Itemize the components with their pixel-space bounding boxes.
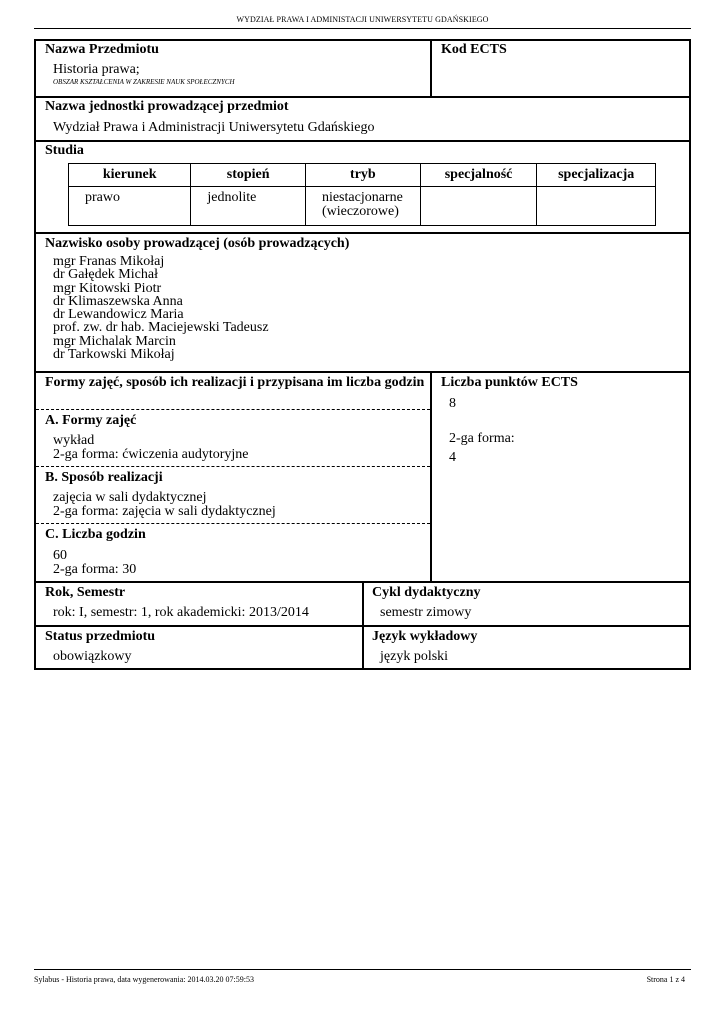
list-item: dr Klimaszewska Anna [53,293,183,309]
table-cell [537,187,656,226]
cycle-value: semestr zimowy [380,605,472,620]
table-cell [420,187,537,226]
table-cell: niestacjonarne (wieczorowe) [305,187,420,226]
forms-c-label: C. Liczba godzin [45,527,146,542]
ects-points-value: 8 [449,396,456,411]
studies-label: Studia [45,143,84,158]
divider [34,625,691,627]
course-area: OBSZAR KSZTAŁCENIA W ZAKRESIE NAUK SPOŁECZNYCH [53,78,235,86]
list-item: dr Tarkowski Mikołaj [53,347,175,363]
forms-a-section [45,413,425,461]
forms-c-line1: 60 [53,548,67,563]
language-section [372,629,682,663]
forms-c-section [45,527,425,576]
footer-rule [34,969,691,970]
list-item: mgr Kitowski Piotr [53,280,162,296]
divider [430,39,432,97]
forms-label: Formy zajęć, sposób ich realizacji i przypisana im liczba godzin [45,375,425,390]
unit-section [45,99,675,134]
page-number: Strona 1 z 4 [646,975,685,984]
table-cell: prawo [69,187,191,226]
ects-second-form-label: 2-ga forma: [449,431,515,446]
year-label: Rok, Semestr [45,585,126,600]
studies-section [45,143,84,159]
forms-b-section [45,470,425,518]
language-value: język polski [380,649,449,664]
list-item: dr Gałędek Michał [53,267,158,283]
studies-table [68,163,656,226]
course-name-label: Nazwa Przedmiotu [45,42,159,57]
unit-label: Nazwa jednostki prowadzącej przedmiot [45,99,289,114]
list-item: mgr Michalak Marcin [53,333,176,349]
column-header: specjalność [420,164,537,187]
footer-left: Sylabus - Historia prawa, data wygenerowania: 2014.03.20 07:59:53 [34,975,254,984]
year-section [45,585,355,619]
divider [36,409,430,410]
status-label: Status przedmiotu [45,629,156,644]
ects-points-label: Liczba punktów ECTS [441,375,578,390]
table-row [69,187,656,226]
cycle-section [372,585,682,619]
column-header: tryb [305,164,420,187]
column-header: stopień [191,164,306,187]
cycle-label: Cykl dydaktyczny [372,585,481,600]
document-header: WYDZIAŁ PRAWA I ADMINISTACJI UNIWERSYTETU GDAŃSKIEGO [236,15,489,24]
lecturers-section [45,236,675,361]
ects-code-section [441,42,507,58]
forms-b-line1: zajęcia w sali dydaktycznej [53,490,207,505]
table-header-row [69,164,656,187]
forms-a-line1: wykład [53,433,95,448]
forms-c-line2: 2-ga forma: 30 [53,562,137,577]
language-label: Język wykładowy [372,629,478,644]
forms-a-line2: 2-ga forma: ćwiczenia audytoryjne [53,447,249,462]
year-value: rok: I, semestr: 1, rok akademicki: 2013/2014 [53,605,309,620]
ects-code-label: Kod ECTS [441,42,507,57]
lecturers-list [53,255,675,361]
divider [34,140,691,142]
ects-second-form-value: 4 [449,450,456,465]
divider [34,371,691,373]
status-value: obowiązkowy [53,649,132,664]
column-header: specjalizacja [537,164,656,187]
lecturers-label: Nazwisko osoby prowadzącej (osób prowadzących) [45,236,350,251]
divider [36,523,430,524]
forms-a-label: A. Formy zajęć [45,413,137,428]
list-item: mgr Franas Mikołaj [53,254,165,269]
course-name-section [45,42,425,87]
divider [34,96,691,98]
list-item: dr Lewandowicz Maria [53,307,184,323]
divider [34,232,691,234]
course-name: Historia prawa; [53,62,140,77]
divider [430,371,432,582]
forms-b-label: B. Sposób realizacji [45,470,163,485]
ects-points-section [441,375,681,464]
forms-section [45,375,425,390]
forms-b-line2: 2-ga forma: zajęcia w sali dydaktycznej [53,504,276,519]
unit-value: Wydział Prawa i Administracji Uniwersytetu Gdańskiego [53,120,375,135]
list-item: prof. zw. dr hab. Maciejewski Tadeusz [53,320,269,336]
header-rule [34,28,691,29]
table-cell: jednolite [191,187,306,226]
status-section [45,629,355,663]
divider [36,466,430,467]
column-header: kierunek [69,164,191,187]
